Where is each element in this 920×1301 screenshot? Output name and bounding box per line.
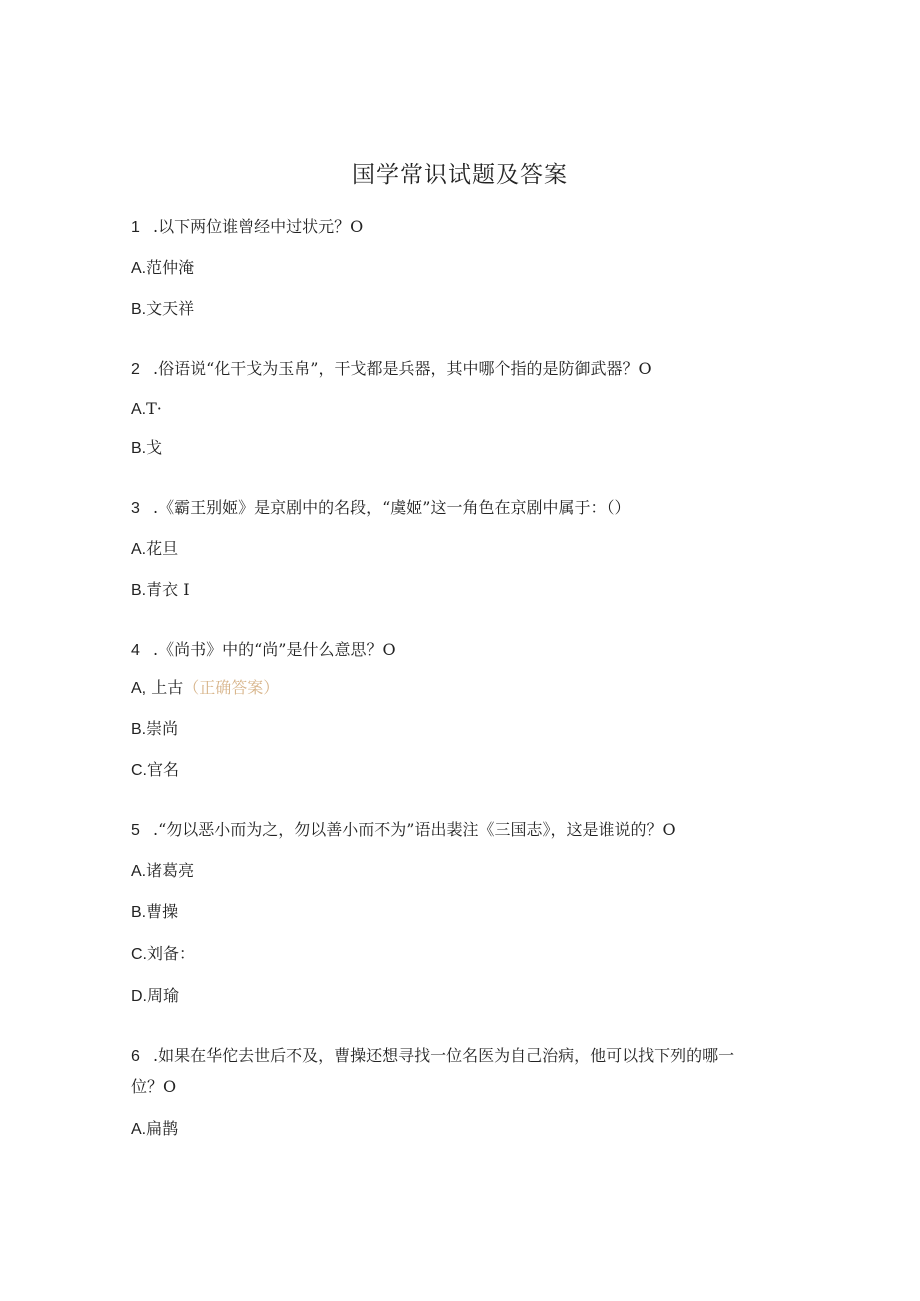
option-item xyxy=(131,297,194,322)
question-number: 2 xyxy=(131,361,140,378)
question-4 xyxy=(131,638,396,663)
option-item xyxy=(131,984,179,1009)
option-item xyxy=(131,676,279,701)
option-text: 周瑜 xyxy=(147,986,180,1005)
question-text: .如果在华佗去世后不及，曹操还想寻找一位名医为自己治病，他可以找下列的哪一 xyxy=(153,1046,735,1065)
option-item xyxy=(131,578,190,603)
option-item xyxy=(131,1117,178,1142)
option-text: 诸葛亮 xyxy=(146,861,195,880)
option-item xyxy=(131,256,194,281)
option-item xyxy=(131,900,178,925)
option-text: T· xyxy=(146,399,162,418)
question-text: .“勿以恶小而为之，勿以善小而不为”语出裴注《三国志》，这是谁说的？O xyxy=(153,820,676,839)
option-item xyxy=(131,717,178,742)
question-text: .《尚书》中的“尚”是什么意思？O xyxy=(153,640,396,659)
option-letter: D. xyxy=(131,988,147,1005)
option-letter: A. xyxy=(131,541,147,558)
option-letter: A. xyxy=(131,401,147,418)
option-text: 刘备： xyxy=(147,944,196,963)
question-text: .《霸王别姬》是京剧中的名段，“虞姬”这一角色在京剧中属于：（） xyxy=(153,498,631,517)
option-letter: A. xyxy=(131,260,147,277)
question-6 xyxy=(131,1044,734,1069)
option-text: 戈 xyxy=(146,438,163,457)
option-letter: C. xyxy=(131,762,147,779)
option-item xyxy=(131,436,162,461)
option-text: 文天祥 xyxy=(146,299,195,318)
question-number: 3 xyxy=(131,500,140,517)
option-item xyxy=(131,942,195,967)
question-text: .以下两位谁曾经中过状元？O xyxy=(153,217,364,236)
question-1 xyxy=(131,215,363,240)
question-text-continued: 位？O xyxy=(131,1077,177,1096)
option-text: 官名 xyxy=(147,760,180,779)
option-item xyxy=(131,537,178,562)
option-letter: A, xyxy=(131,680,147,697)
option-text: 扁鹊 xyxy=(146,1119,179,1138)
option-letter: C. xyxy=(131,946,147,963)
option-text: 范仲淹 xyxy=(146,258,195,277)
option-text: 崇尚 xyxy=(146,719,179,738)
option-letter: B. xyxy=(131,440,147,457)
question-number: 6 xyxy=(131,1048,140,1065)
question-number: 5 xyxy=(131,822,140,839)
correct-answer-mark: （正确答案） xyxy=(183,678,280,697)
option-item xyxy=(131,397,162,422)
document-title: 国学常识试题及答案 xyxy=(352,162,568,188)
question-3 xyxy=(131,496,630,521)
option-text: 曹操 xyxy=(146,902,179,921)
question-2 xyxy=(131,357,652,382)
question-text: .俗语说“化干戈为玉帛”，干戈都是兵器，其中哪个指的是防御武器？O xyxy=(153,359,652,378)
option-letter: A. xyxy=(131,1121,147,1138)
option-text: 花旦 xyxy=(146,539,179,558)
option-letter: B. xyxy=(131,582,147,599)
option-letter: B. xyxy=(131,904,147,921)
option-text: 青衣 I xyxy=(146,580,190,599)
option-letter: B. xyxy=(131,301,147,318)
question-number: 1 xyxy=(131,219,140,236)
option-letter: A. xyxy=(131,863,147,880)
option-letter: B. xyxy=(131,721,147,738)
option-item xyxy=(131,859,194,884)
option-text: 上古 xyxy=(151,678,184,697)
question-5 xyxy=(131,818,676,843)
option-item xyxy=(131,758,179,783)
question-number: 4 xyxy=(131,642,140,659)
